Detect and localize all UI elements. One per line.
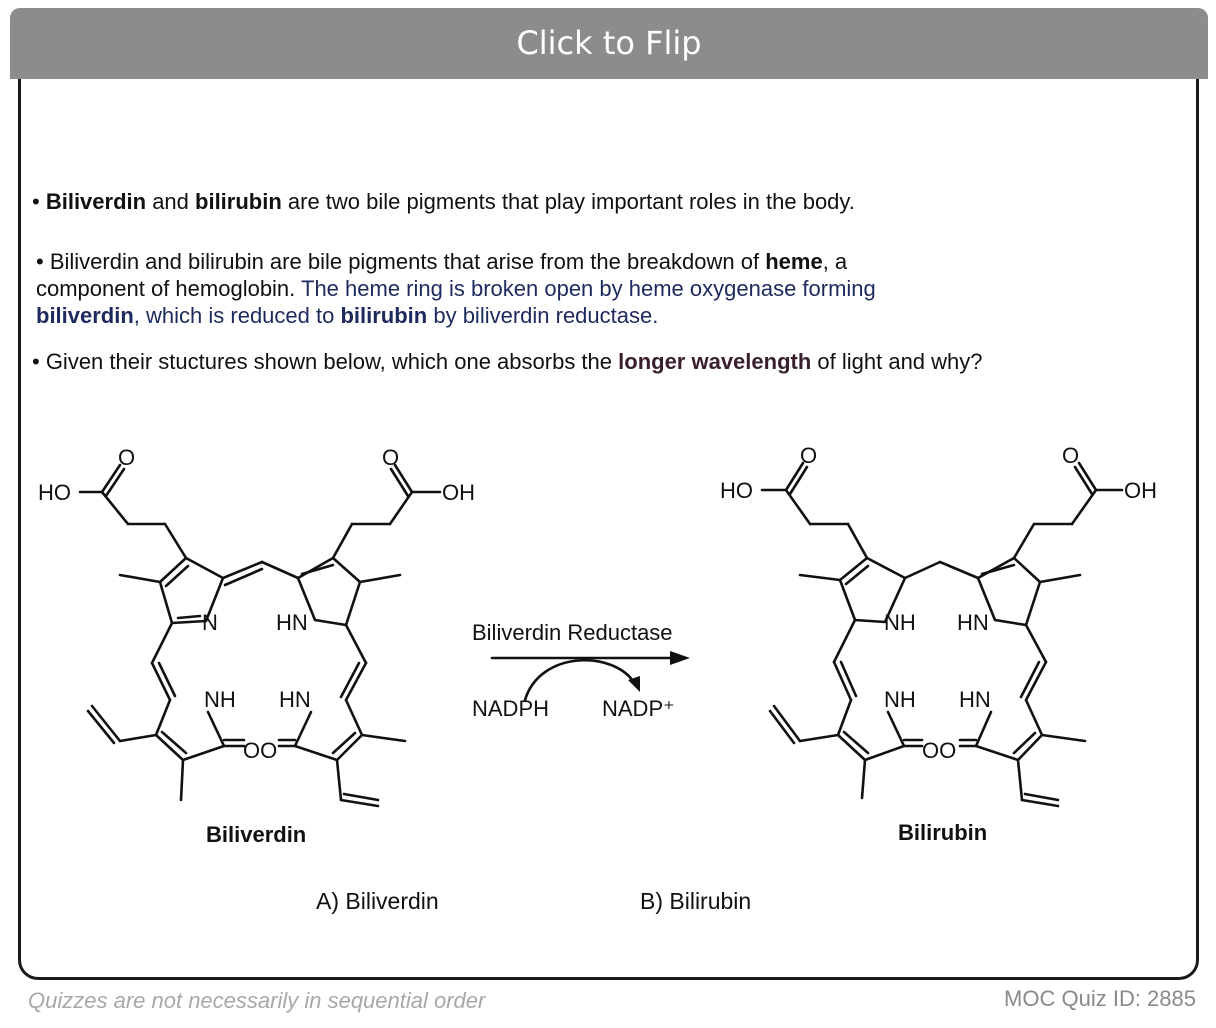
atom-label: HO: [720, 478, 753, 503]
atom-label: OH: [442, 480, 475, 505]
choice-a[interactable]: A) Biliverdin: [316, 888, 439, 914]
sequence-note: Quizzes are not necessarily in sequential order: [28, 988, 486, 1013]
choice-b[interactable]: B) Bilirubin: [640, 888, 752, 914]
atom-label: HN: [279, 687, 311, 712]
atom-label: OO: [922, 738, 957, 763]
cofactor-in-label: NADPH: [472, 696, 550, 721]
quiz-id: MOC Quiz ID: 2885: [1004, 986, 1196, 1011]
atom-label: HO: [38, 480, 71, 505]
bullet-3: • Given their stuctures shown below, which one absorbs the longer wavelength of light and why?: [32, 349, 983, 374]
atom-label: HN: [276, 610, 308, 635]
atom-label: HN: [957, 610, 989, 635]
atom-label: NH: [884, 687, 916, 712]
atom-label: OO: [243, 738, 278, 763]
bullet-2: • Biliverdin and bilirubin are bile pigments that arise from the breakdown of heme, a component of hemoglobin. The heme ring is broken open by heme oxygenase forming biliverdin, which is reduced to bilirubin by biliverdin reductase.: [36, 249, 876, 328]
atom-label: HN: [959, 687, 991, 712]
enzyme-label: Biliverdin Reductase: [472, 620, 673, 645]
atom-label: NH: [884, 610, 916, 635]
click-to-flip-button[interactable]: Click to Flip: [10, 8, 1208, 79]
atom-label: NH: [204, 687, 236, 712]
atom-label: OH: [1124, 478, 1157, 503]
atom-label: O: [382, 445, 400, 470]
atom-label: O: [800, 443, 818, 468]
atom-label: N: [202, 610, 218, 635]
cofactor-out-label: NADP⁺: [602, 696, 675, 721]
bilirubin-name: Bilirubin: [898, 820, 988, 845]
atom-label: O: [118, 445, 136, 470]
bullet-1: • Biliverdin and bilirubin are two bile pigments that play important roles in the body.: [32, 189, 855, 214]
atom-label: O: [1062, 443, 1080, 468]
reaction-scheme: [0, 430, 1216, 860]
biliverdin-name: Biliverdin: [206, 822, 307, 847]
